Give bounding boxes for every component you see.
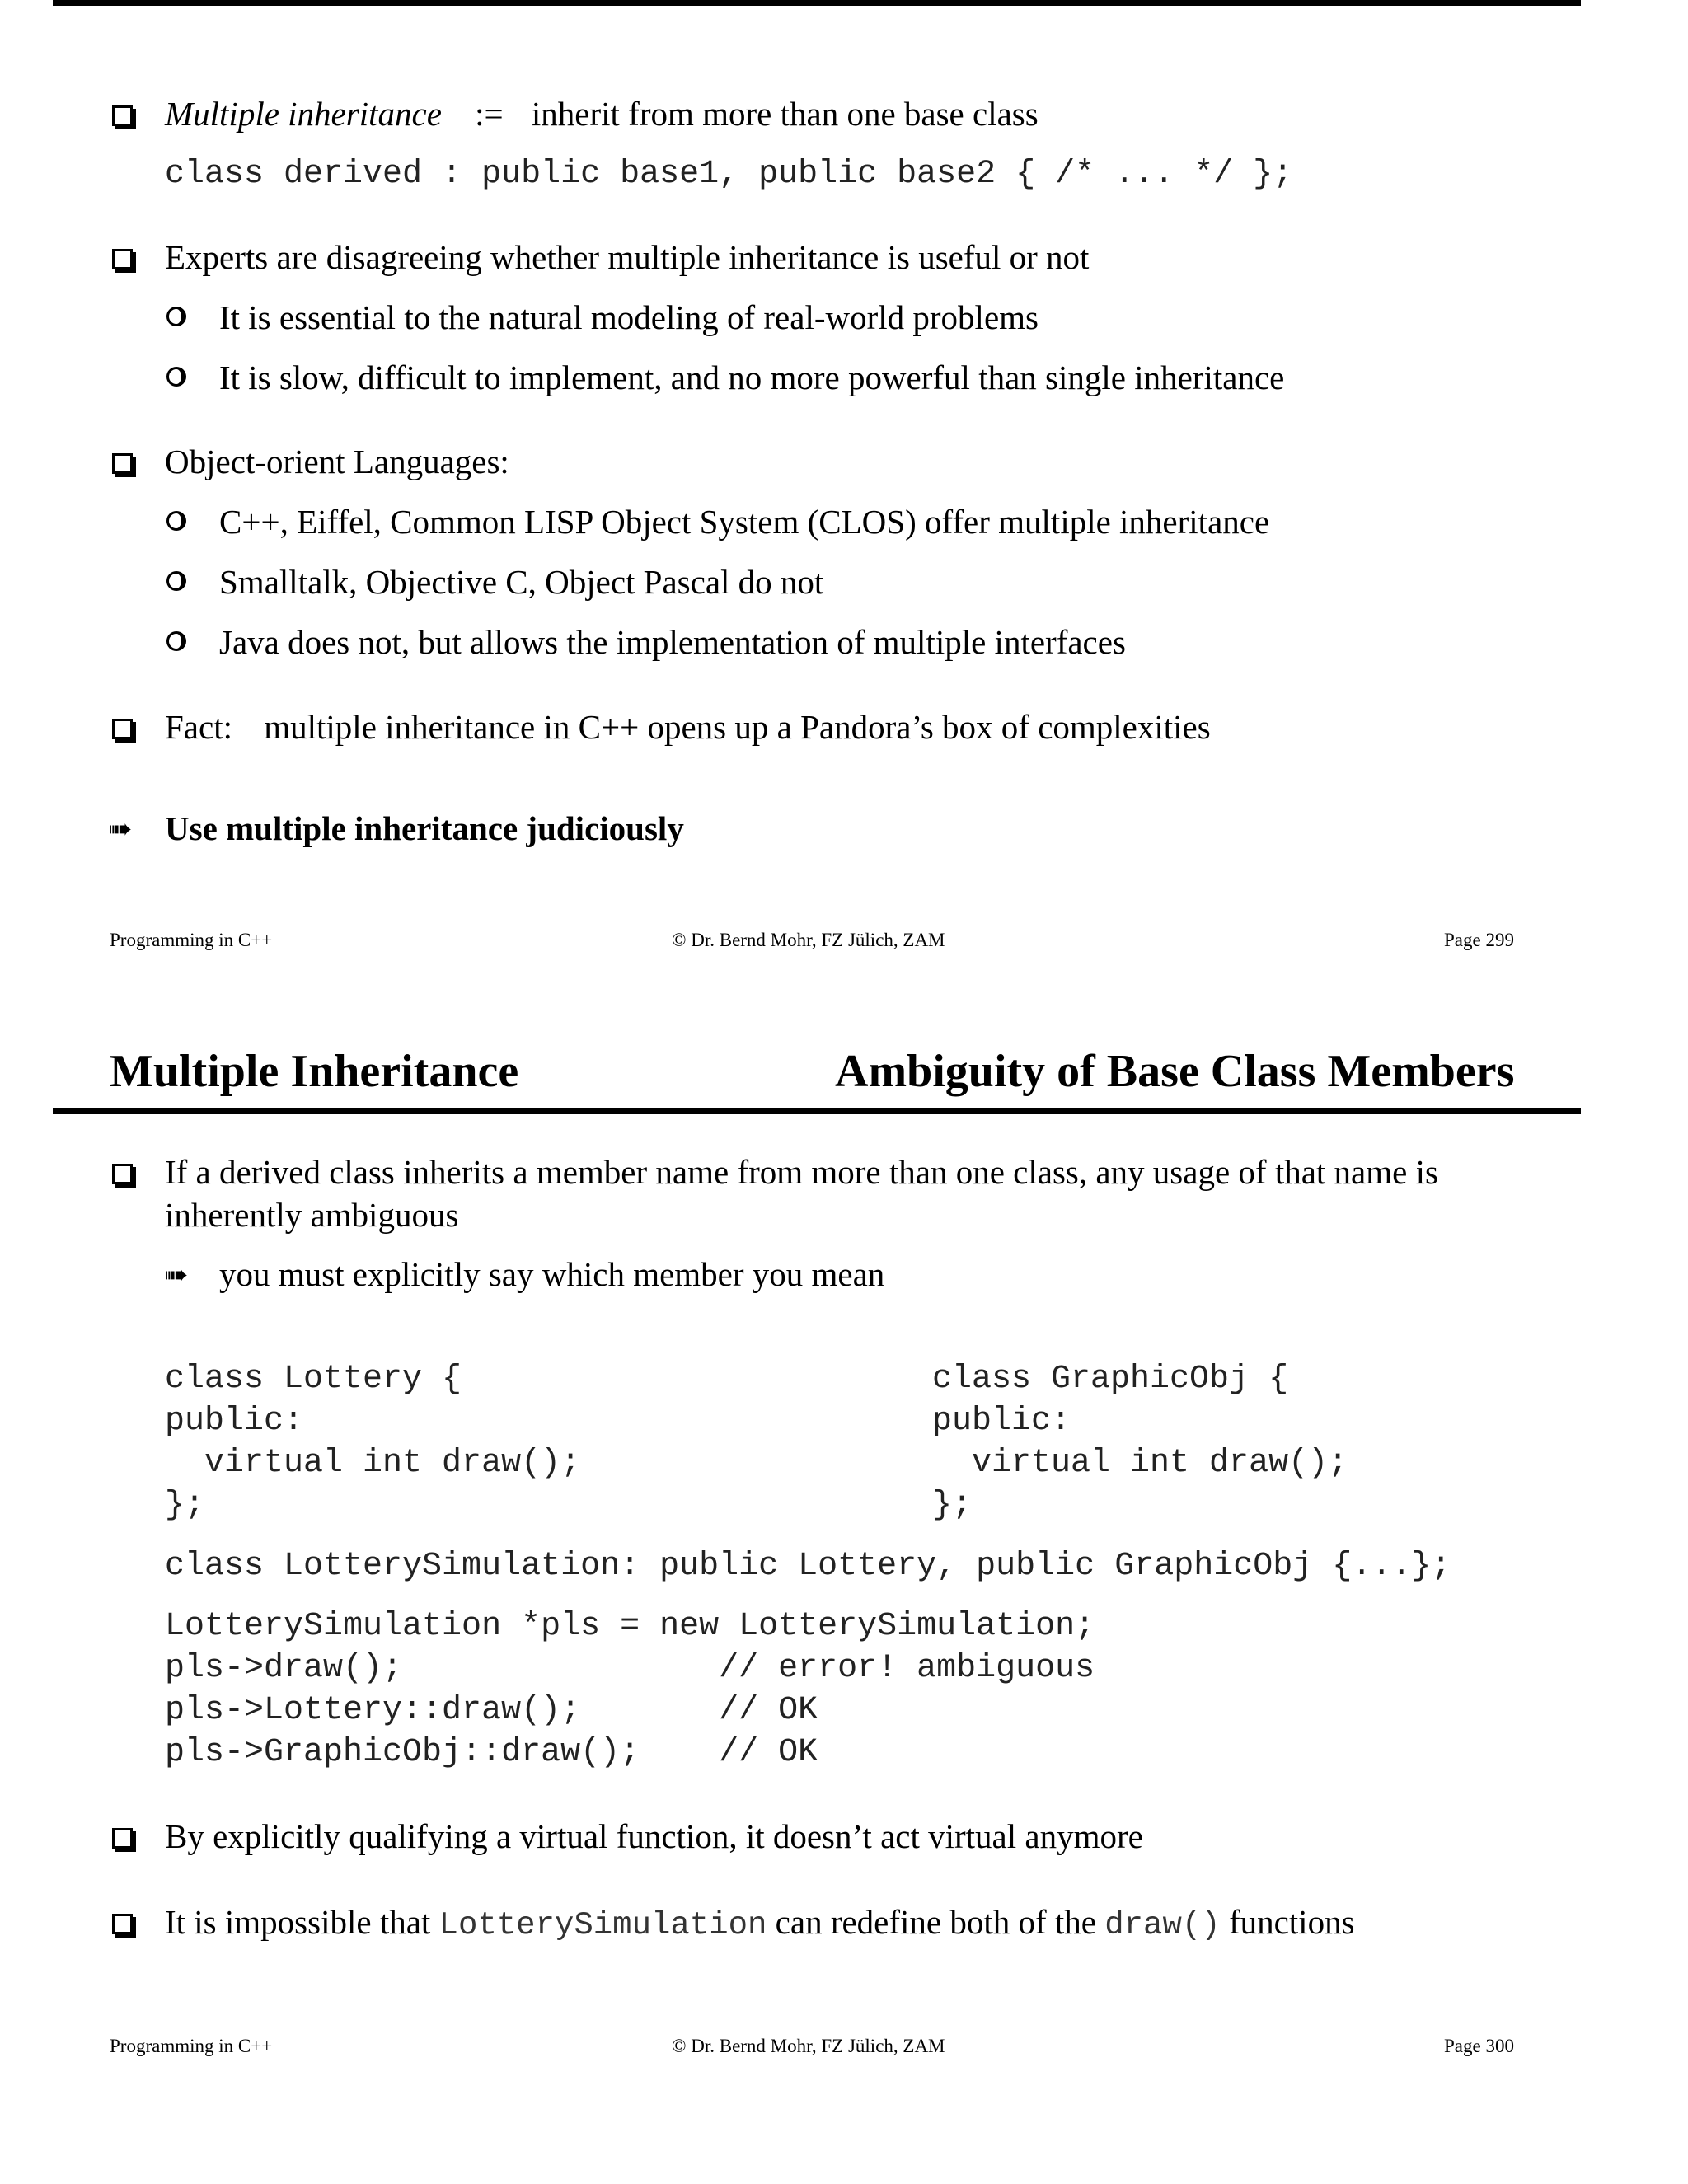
square-bullet-icon [112, 453, 133, 474]
bullet-impossible [165, 1905, 1355, 1942]
code-lottery-class: class Lottery { public: virtual int draw(); }; [165, 1361, 581, 1524]
footer-left: Programming in C++ [110, 2036, 273, 2056]
text-pre: It is impossible that [165, 1903, 431, 1941]
code-derived: class derived : public base1, public base2 { /* ... */ }; [165, 156, 1293, 193]
bullet-multiple-inheritance [165, 97, 1039, 131]
text-mid: can redefine both of the [775, 1903, 1096, 1941]
circle-bullet-icon [166, 631, 186, 651]
bullet-ambiguous-line2: inherently ambiguous [165, 1196, 459, 1234]
sub-bullet-cpp: C++, Eiffel, Common LISP Object System (CLOS) offer multiple inheritance [219, 503, 1270, 541]
code-calls: LotterySimulation *pls = new LotterySimulation; pls->draw(); // error! ambiguous pls->Lottery::draw(); // OK pls->GraphicObj::draw(); // OK [165, 1608, 1095, 1771]
square-bullet-icon [112, 249, 133, 269]
bullet-experts: Experts are disagreeing whether multiple inheritance is useful or not [165, 238, 1090, 276]
define-op: := [475, 95, 504, 133]
square-bullet-icon [112, 719, 133, 739]
bullet-qualifying: By explicitly qualifying a virtual function, it doesn’t act virtual anymore [165, 1817, 1143, 1855]
code-graphicobj-class: class GraphicObj { public: virtual int draw(); }; [932, 1361, 1348, 1524]
code-lotterysimulation-class: class LotterySimulation: public Lottery, public GraphicObj {...}; [165, 1548, 1451, 1585]
top-rule [53, 0, 1581, 6]
conclusion: Use multiple inheritance judiciously [165, 809, 684, 847]
circle-bullet-icon [166, 367, 186, 387]
page-title-right: Ambiguity of Base Class Members [835, 1046, 1515, 1097]
arrow-right-icon: ➠ [165, 1258, 189, 1291]
square-bullet-icon [112, 1828, 133, 1849]
bullet-fact [165, 710, 1211, 744]
inline-code-draw: draw() [1104, 1907, 1221, 1943]
bullet-languages: Object-orient Languages: [165, 443, 509, 480]
footer-center: © Dr. Bernd Mohr, FZ Jülich, ZAM [672, 930, 945, 950]
circle-bullet-icon [166, 511, 186, 531]
fact-label: Fact: [165, 708, 232, 746]
bullet-ambiguous-line1: If a derived class inherits a member name from more than one class, any usage of that name is [165, 1153, 1438, 1191]
sub-bullet-essential: It is essential to the natural modeling of real-world problems [219, 298, 1039, 336]
square-bullet-icon [112, 1914, 133, 1934]
footer-center: © Dr. Bernd Mohr, FZ Jülich, ZAM [672, 2036, 945, 2056]
circle-bullet-icon [166, 307, 186, 326]
footer-left: Programming in C++ [110, 930, 273, 950]
fact-text: multiple inheritance in C++ opens up a Pandora’s box of complexities [264, 708, 1211, 746]
arrow-right-icon: ➠ [109, 813, 133, 846]
sub-bullet-smalltalk: Smalltalk, Objective C, Object Pascal do not [219, 563, 824, 601]
title-rule [53, 1108, 1581, 1114]
term: Multiple inheritance [165, 95, 442, 133]
square-bullet-icon [112, 1164, 133, 1184]
sub-bullet-slow: It is slow, difficult to implement, and no more powerful than single inheritance [219, 359, 1285, 396]
footer-page-number: Page 300 [1444, 2036, 1514, 2056]
definition: inherit from more than one base class [531, 95, 1039, 133]
page-title-left: Multiple Inheritance [110, 1046, 519, 1097]
inline-code-lotterysimulation: LotterySimulation [438, 1907, 767, 1943]
sub-bullet-java: Java does not, but allows the implementation of multiple interfaces [219, 623, 1126, 661]
footer-page-number: Page 299 [1444, 930, 1514, 950]
square-bullet-icon [112, 105, 133, 126]
circle-bullet-icon [166, 571, 186, 591]
sub-bullet-explicit: you must explicitly say which member you mean [219, 1255, 885, 1293]
text-post: functions [1228, 1903, 1355, 1941]
